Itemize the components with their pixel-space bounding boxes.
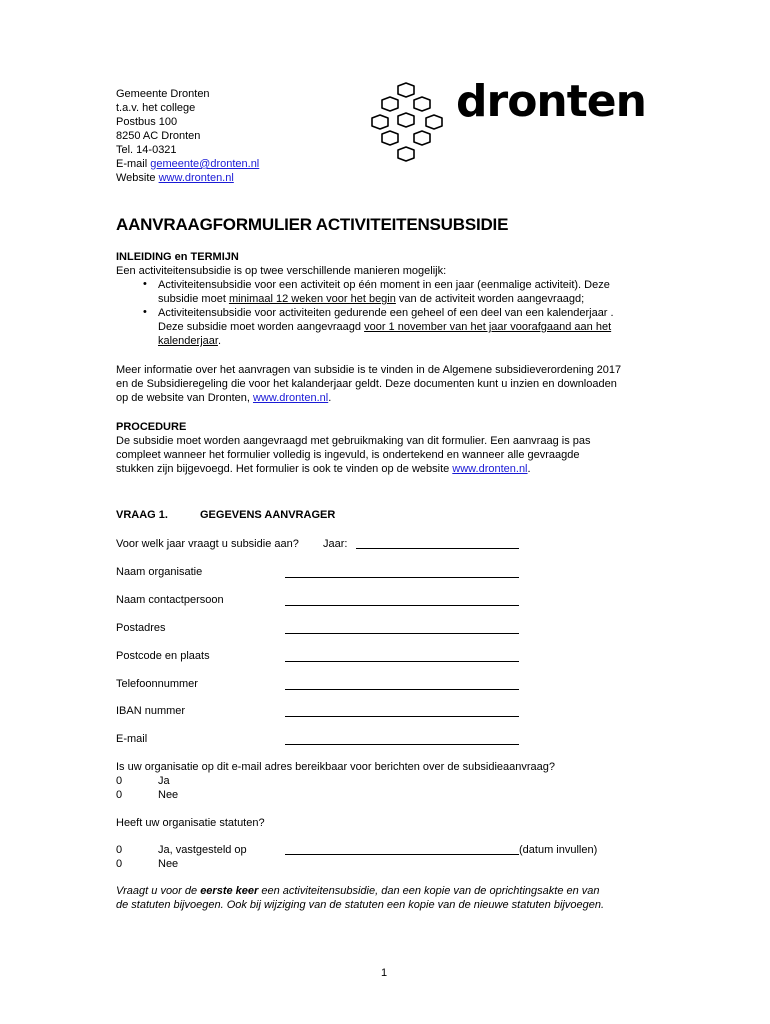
note-line1 [116, 884, 600, 898]
address-line: Tel. 14-0321 [116, 144, 177, 156]
note-post: een activiteitensubsidie, dan een kopie van de oprichtingsakte en van [258, 885, 600, 897]
procedure-line2: compleet wanneer het formulier volledig is ingevuld, is ondertekend en wanneer alle gevraagde [116, 449, 580, 461]
address-line: 8250 AC Dronten [116, 130, 201, 142]
bullet-icon: • [143, 306, 147, 318]
bullet2-line3 [158, 334, 221, 348]
telefoonnummer-field[interactable] [285, 689, 519, 690]
field-label: Naam contactpersoon [116, 594, 224, 606]
question-heading: GEGEVENS AANVRAGER [200, 509, 336, 521]
address-line: Gemeente Dronten [116, 88, 210, 100]
dronten-emblem-icon [368, 80, 452, 166]
address-line: t.a.v. het college [116, 102, 196, 114]
address-line: Postbus 100 [116, 116, 178, 128]
email-field[interactable] [285, 744, 519, 745]
statuten-question: Heeft uw organisatie statuten? [116, 817, 265, 829]
option-marker[interactable]: 0 [116, 789, 123, 801]
option-marker[interactable]: 0 [116, 844, 123, 856]
iban-field[interactable] [285, 716, 519, 717]
website-link[interactable]: www.dronten.nl [252, 392, 329, 404]
field-label: Postcode en plaats [116, 650, 210, 662]
year-label: Jaar: [323, 538, 348, 550]
statuten-no-label: Nee [158, 858, 179, 870]
procedure-line3 [116, 462, 531, 476]
year-question: Voor welk jaar vraagt u subsidie aan? [116, 538, 299, 550]
field-label: Postadres [116, 622, 166, 634]
website-link[interactable]: www.dronten.nl [158, 172, 234, 184]
bullet1-underlined: minimaal 12 weken voor het begin [228, 293, 396, 305]
bullet1-pre: subsidie moet [158, 293, 229, 305]
field-label: IBAN nummer [116, 705, 186, 717]
postcode-plaats-field[interactable] [285, 661, 519, 662]
info-post: . [328, 392, 332, 404]
info-pre: op de website van Dronten, [116, 392, 253, 404]
note-pre: Vraagt u voor de [116, 885, 201, 897]
bullet2-underlined: voor 1 november van het jaar voorafgaand aan het [364, 321, 612, 333]
option-marker[interactable]: 0 [116, 858, 123, 870]
info-line3 [116, 391, 331, 405]
bullet1-line1: Activiteitensubsidie voor een activiteit op één moment in een jaar (eenmalige activiteit). Deze [158, 279, 610, 291]
website-label: Website [116, 172, 159, 184]
bullet2-line2 [158, 320, 611, 334]
page-number: 1 [381, 967, 388, 979]
bullet-icon: • [143, 278, 147, 290]
bullet2-line1: Activiteitensubsidie voor activiteiten gedurende een geheel of een deel van een kalenderjaar . [158, 307, 614, 319]
procedure-heading: PROCEDURE [116, 421, 187, 433]
bullet1-post: van de activiteit worden aangevraagd; [395, 293, 585, 305]
note-line2: de statuten bijvoegen. Ook bij wijziging van de statuten een kopie van de nieuwe statuten bijvoegen. [116, 899, 604, 911]
email-line [116, 157, 259, 171]
field-label: E-mail [116, 733, 148, 745]
website-line [116, 171, 259, 185]
email-label: E-mail [116, 158, 151, 170]
website-link[interactable]: www.dronten.nl [452, 463, 528, 475]
intro-text: Een activiteitensubsidie is op twee verschillende manieren mogelijk: [116, 265, 447, 277]
year-field[interactable] [356, 548, 519, 549]
question-number: VRAAG 1. [116, 509, 168, 521]
intro-heading: INLEIDING en TERMIJN [116, 251, 239, 263]
bullet2-underlined-end: kalenderjaar [158, 335, 218, 347]
naam-contactpersoon-field[interactable] [285, 605, 519, 606]
info-line1: Meer informatie over het aanvragen van subsidie is te vinden in de Algemene subsidieverordening 2017 [116, 364, 622, 376]
procedure-pre: stukken zijn bijgevoegd. Het formulier is ook te vinden op de website [116, 463, 453, 475]
bullet2-pre: Deze subsidie moet worden aangevraagd [158, 321, 365, 333]
statuten-date-field[interactable] [285, 854, 519, 855]
option-marker[interactable]: 0 [116, 775, 123, 787]
page-title: AANVRAAGFORMULIER ACTIVITEITENSUBSIDIE [116, 215, 509, 234]
address-block [116, 87, 259, 185]
note-bold: eerste keer [200, 885, 259, 897]
date-hint: (datum invullen) [519, 844, 598, 856]
bullet2-post: . [217, 335, 221, 347]
naam-organisatie-field[interactable] [285, 577, 519, 578]
statuten-yes-label: Ja, vastgesteld op [158, 844, 247, 856]
option-yes-label: Ja [158, 775, 170, 787]
field-label: Telefoonnummer [116, 678, 198, 690]
info-line2: en de Subsidieregeling die voor het kalanderjaar geldt. Deze documenten kunt u inzien en downloaden [116, 378, 617, 390]
procedure-post: . [527, 463, 531, 475]
postadres-field[interactable] [285, 633, 519, 634]
logo-wordmark: dronten [456, 76, 646, 127]
field-label: Naam organisatie [116, 566, 203, 578]
option-no-label: Nee [158, 789, 179, 801]
bullet1-line2 [158, 292, 584, 306]
procedure-line1: De subsidie moet worden aangevraagd met gebruikmaking van dit formulier. Een aanvraag is pas [116, 435, 591, 447]
email-question: Is uw organisatie op dit e-mail adres bereikbaar voor berichten over de subsidieaanvraag? [116, 761, 556, 773]
email-link[interactable]: gemeente@dronten.nl [150, 158, 260, 170]
